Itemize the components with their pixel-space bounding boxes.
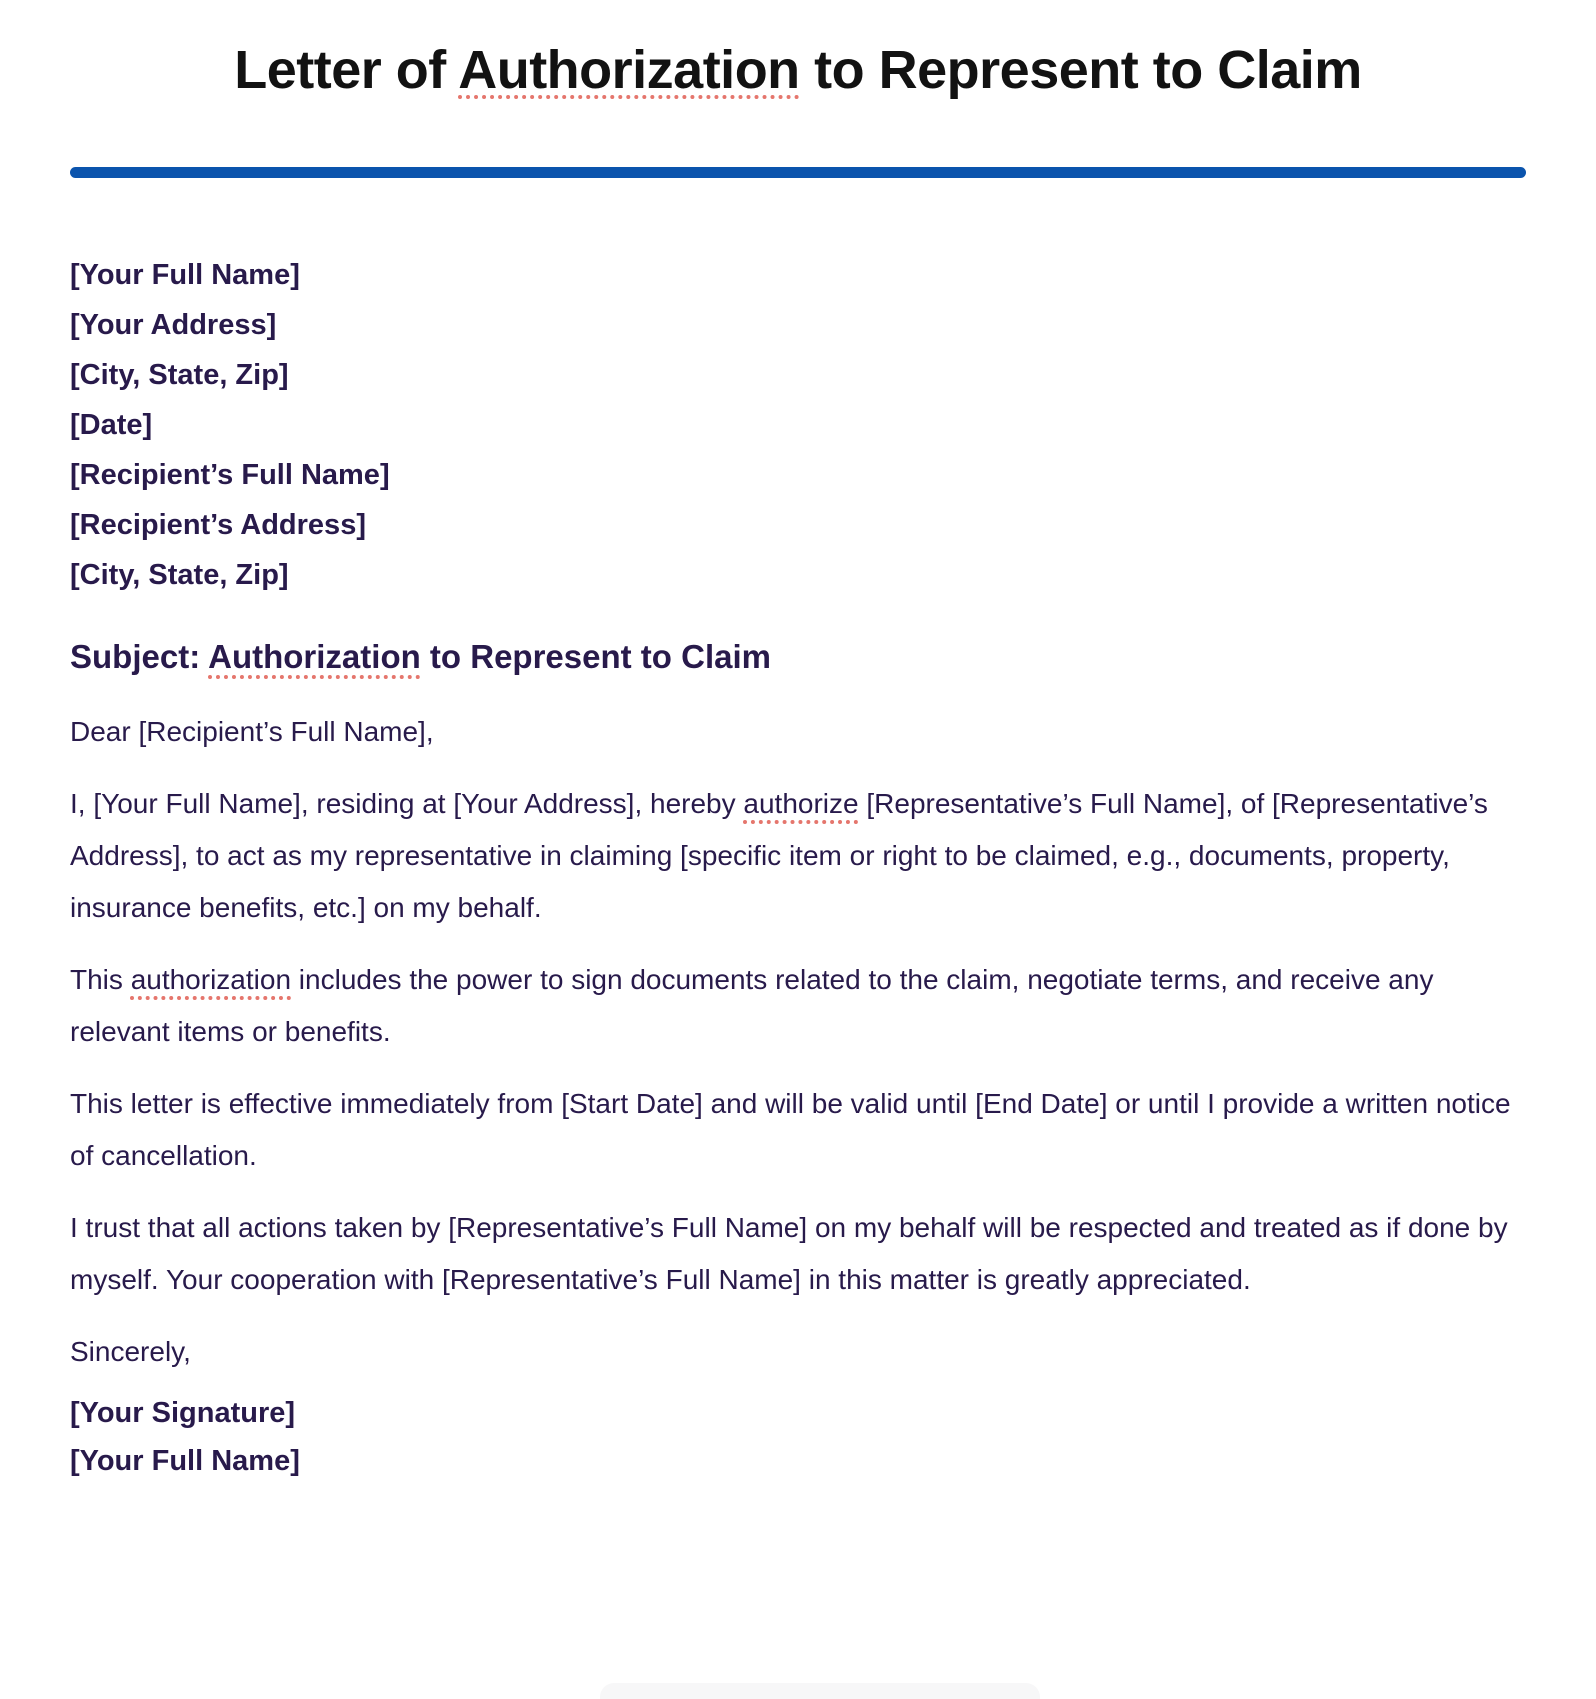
sender-city-state-zip-placeholder: [City, State, Zip] [70,359,289,391]
page-title [70,38,1526,102]
paragraph-misspelled-word: authorize [743,788,859,819]
signature-name-placeholder: [Your Full Name] [70,1445,300,1477]
title-segment: to Represent to Claim [799,40,1362,100]
signature-placeholder: [Your Signature] [70,1397,296,1429]
bottom-peek-button[interactable] [600,1683,1040,1699]
paragraph-segment: This [70,964,131,995]
paragraph-segment: includes the power to sign documents related to the claim, negotiate terms, and receive any relevant items or benefits. [70,964,1434,1047]
recipient-block [70,460,1526,590]
sender-full-name-placeholder: [Your Full Name] [70,259,300,291]
body-paragraph-4: I trust that all actions taken by [Representative’s Full Name] on my behalf will be respected and treated as if done by myself. Your cooperation with [Representative’s Full Name] in this matter is greatly appreciated. [70,1212,1508,1295]
recipient-address-placeholder: [Recipient’s Address] [70,509,366,541]
closing-line: Sincerely, [70,1336,191,1367]
paragraph-segment: [Representative’s Full Name], of [Representative’s Address], to act as my representative in claiming [specific item or right to be claimed, e.g., documents, property, insurance benefits, etc.] on my behalf. [70,788,1488,923]
subject-line [70,636,1526,678]
recipient-full-name-placeholder: [Recipient’s Full Name] [70,459,390,491]
sender-block [70,260,1526,390]
subject-segment: to Represent to Claim [420,638,771,675]
divider-rule [70,167,1526,178]
date-placeholder: [Date] [70,409,153,441]
salutation: Dear [Recipient’s Full Name], [70,716,434,747]
title-segment: Letter of [234,40,459,100]
body-paragraph-2 [70,954,1526,1058]
body-paragraph-3: This letter is effective immediately from [Start Date] and will be valid until [End Date] or until I provide a written notice of cancellation. [70,1088,1511,1171]
sender-address-placeholder: [Your Address] [70,309,277,341]
recipient-city-state-zip-placeholder: [City, State, Zip] [70,559,289,591]
title-misspelled-word: Authorization [458,40,800,100]
signature-block [70,1398,1526,1476]
date-block [70,410,1526,440]
paragraph-misspelled-word: authorization [130,964,292,995]
subject-misspelled-word: Authorization [208,638,421,675]
subject-segment: Subject: [70,638,209,675]
body-paragraph-1 [70,778,1526,934]
paragraph-segment: I, [Your Full Name], residing at [Your Address], hereby [70,788,744,819]
